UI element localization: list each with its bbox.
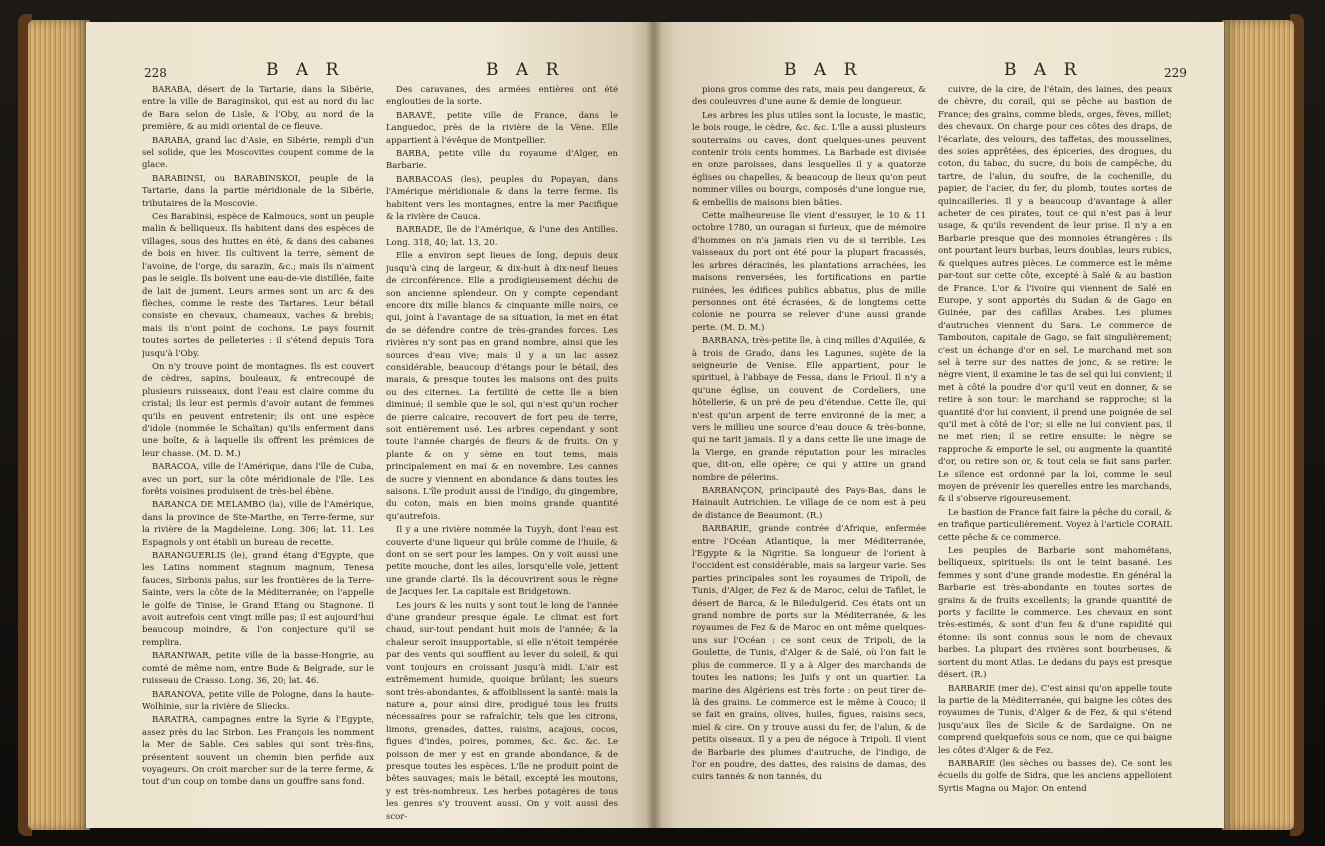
right-page [654, 22, 1224, 828]
paragraph: BARACOA, ville de l'Amérique, dans l'île de Cuba, avec un port, sur la côte méridionale de l'île. Les forêts voisines produisent de très-bel ébène. [142, 462, 374, 497]
running-head: B A R [784, 60, 863, 80]
text-column-2 [938, 84, 1172, 820]
paragraph: cuivre, de la cire, de l'étain, des laines, des peaux de chèvre, du corail, qui se pêche au bastion de France; des grains, comme bleds, orges, fèves, millet; des chevaux. On charge pour ces côtes des draps, de l'écarlate, des velours, des taffetas, des mousselines, des soies apprêtées, des épiceries, des drogues, du coton, du tabac, du sucre, du bois de campêche, du tartre, de l'alun, du soufre, de la cochenille, du papier, de l'acier, du fer, du plomb, toutes sortes de quincailleries. Il y a beaucoup d'avantage à aller acheter de ces pirates, tout ce qui n'est pas à leur usage, & qu'ils revendent de leur prise. Il n'y a en Barbarie presque que des monnoies étrangères : ils ont pourtant leurs burbas, leurs doublas, leurs rubics, & quelques autres pièces. Le commerce est le même par-tout sur cette côte, excepté à Salé & au bastion de France. L'or & l'ivoire qui viennent de Salé en Europe, y sont apportés du Sudan & de Gago en Guinée, par des cafillas Arabes. Les plumes d'autruches viennent du Sara. Le commerce de Tambouton, capitale de Gago, se fait singulièrement; c'est un échange d'or en sel. Le marchand met son sel à terre sur des nattes de jonc, & se retire: le nègre vient, il examine le tas de sel qui lui convient; il met à côté la poudre d'or qu'il veut en donner, & se retire à son tour: le marchand se rapproche; si la quantité d'or lui convient, il prend une poignée de sel qu'il met à côté de l'or; si elle ne lui convient pas, il ne met rien; il se retire ensuite: le nègre se rapproche & emporte le sel, ou augmente la quantité d'or, ou retire son or, & tout cela se fait sans parler. Le silence est ordonné par la loi, comme le seul moyen de prévenir les querelles entre les marchands, & il s'observe rigoureusement. [938, 85, 1172, 505]
page-edges-right [1222, 20, 1294, 830]
paragraph: BARABINSI, ou BARABINSKOI, peuple de la Tartarie, dans la partie méridionale de la Sibérie, tributaires de la Moscovie. [142, 173, 374, 209]
paragraph: BARBANÇON, principauté des Pays-Bas, dans le Hainault Autrichien. Le village de ce nom est à peu de distance de Beaumont. (R.) [692, 486, 926, 521]
paragraph: Des caravanes, des armées entières ont été englouties de la sorte. [386, 85, 618, 108]
page-edges-left [28, 20, 90, 830]
paragraph: Les arbres les plus utiles sont la locuste, le mastic, le bois rouge, le cèdre, &c. &c. L'île a aussi plusieurs souterrains ou caves, dont quelques-unes peuvent contenir trois cents hommes. La Barbade est divisée en onze paroisses, dans lesquelles il y a quatorze églises ou chapelles, & beaucoup de lieux qu'on peut nommer villes ou bourgs, composés d'une longue rue, & embellis de maisons bien bâties. [692, 110, 926, 208]
paragraph: BARBARIE, grande contrée d'Afrique, enfermée entre l'Océan Atlantique, la mer Méditerranée, l'Egypte & la Nigritie. Sa longueur de l'orient à l'occident est considérable, mais sa largeur varie. Ses parties principales sont les royaumes de Tripoli, de Tunis, d'Alger, de Fez & de Maroc, celui de Tafilet, le désert de Barca, & le Biledulgerid. Ces états ont un grand nombre de ports sur la Méditerranée, & les royaumes de Fez & de Maroc en ont même quelques-uns sur l'Océan : ce sont ceux de Tripoli, de la Goulette, de Tunis, d'Alger & de Salé, où l'on fait le plus de commerce. Il y a à Alger des marchands de toutes les nations; les Juifs y ont un quartier. La marine des Algériens est très forte : on peut tirer de-là des grains. Le commerce est le même à Couco; il se fait en grains, olives, huiles, figues, raisins secs, miel & cire. On y trouve aussi du fer, de l'alun, & de petits oiseaux. Il y a peu de négoce à Tripoli. Il vient de Barbarie des plumes d'autruche, de l'indigo, de l'or en poudre, des dattes, des raisins de damas, des cuirs tannés & non tannés, du [692, 524, 926, 783]
paragraph: BARBACOAS (les), peuples du Popayan, dans l'Amérique méridionale & dans la terre ferme. Ils habitent vers les montagnes, entre la mer Pacifique & la rivière de Cauca. [386, 174, 618, 223]
left-page [86, 22, 654, 828]
page-number: 228 [144, 66, 167, 80]
paragraph: BARANGUERLIS (le), grand étang d'Egypte, que les Latins nomment stagnum magnum, Tenesa fauces, Sirbonis palus, sur les frontières de la Terre-Sainte, vers la côte de la Méditerranée; on l'appelle le golfe de Tinise, le Grand Etang ou Stagnone. Il avoit autrefois cent vingt mille pas; il est aujourd'hui beaucoup moindre, & l'on conjecture qu'il se remplira. [142, 551, 374, 648]
paragraph: BARAVÉ, petite ville de France, dans le Languedoc, près de la rivière de la Vène. Elle appartient à l'évêque de Montpellier. [386, 110, 618, 146]
paragraph: BARBADE, île de l'Amérique, & l'une des Antilles. Long. 318, 40; lat. 13, 20. [386, 225, 618, 248]
paragraph: Elle a environ sept lieues de long, depuis deux jusqu'à cinq de largeur, & dix-huit à dix-neuf lieues de circonférence. Elle a prodigieusement déchu de son ancienne splendeur. On y compte cependant encore dix mille blancs & cinquante mille noirs, ce qui, joint à l'avantage de sa situation, la met en état de se défendre contre de très-grandes forces. Les rivières n'y sont pas en grand nombre, ainsi que les sources d'eau vive; mais il y a un lac assez considérable, beaucoup d'étangs pour le bétail, des marais, & presque toutes les maisons ont des puits ou des citernes. La fertilité de cette île a bien diminué; il semble que le sol, qui n'est qu'un rocher de pierre calcaire, recouvert de fort peu de terre, soit entièrement usé. Les arbres cependant y sont toute l'année chargés de fleurs & de fruits. On y plante & on y sème en tout tems, mais principalement en mai & en novembre. Les cannes de sucre y viennent en abondance & dans toutes les saisons. L'île produit aussi de l'indigo, du gingembre, du coton, mais en bien moins grande quantité qu'autrefois. [386, 251, 618, 522]
paragraph: BARABA, grand lac d'Asie, en Sibérie, rempli d'un sel solide, que les Moscovites coupent comme de la glace. [142, 135, 374, 171]
paragraph: Ces Barabinsi, espèce de Kalmoucs, sont un peuple malin & belliqueux. Ils habitent dans des espèces de villages, sous des huttes en été, & dans des cabanes de bois en hiver. Ils cultivent la terre, sèment de l'avoine, de l'orge, du sarazin, &c.; mais ils n'aiment pas le seigle. Ils boivent une eau-de-vie distillée, faite de lait de jument. Leurs armes sont un arc & des flèches, comme le reste des Tartares. Leur bétail consiste en chevaux, chameaux, vaches & brebis; mais ils n'ont point de cochons. Le pays fournit toutes sortes de pelleteries : il s'étend depuis Tora jusqu'à l'Oby. [142, 212, 374, 359]
paragraph: Le bastion de France fait faire la pêche du corail, & en trafique particulièrement. Voyez à l'article CORAIL cette pêche & ce commerce. [938, 507, 1172, 543]
paragraph: Cette malheureuse île vient d'essuyer, le 10 & 11 octobre 1780, un ouragan si furieux, que de mémoire d'hommes on n'a jamais rien vu de si terrible. Les vaisseaux du port ont été pour la plupart fracassés, les arbres déracinés, les plantations arrachées, les maisons renversées, les fortifications en partie ruinées, les édifices publics abbatus, plus de mille personnes ont été écrasées, & de longtems cette colonie ne pourra se relever d'une aussi grande perte. (M. D. M.) [692, 211, 926, 333]
paragraph: BARBANA, très-petite île, à cinq milles d'Aquilée, & à trois de Grado, dans les Lagunes, sujète de la seigneurie de Venise. Elle appartient, pour le spirituel, à l'abbaye de Fessa, dans le Frioul. Il n'y a qu'une église, un couvent de Cordeliers, une hôtellerie, & un pré de peu d'étendue. Cette île, qui n'est qu'un arpent de terre environné de la mer, a vers le millieu une source d'eau douce & très-bonne, qui ne tarit jamais. Il y a dans cette île une image de la Vierge, en grande réputation pour les miracles que, dit-on, elle opère; ce qui y attire un grand nombre de pélerins. [692, 336, 926, 483]
running-head: B A R [1004, 60, 1083, 80]
paragraph: BARANCA DE MELAMBO (la), ville de l'Amérique, dans la province de Ste-Marthe, en Terre-ferme, sur la rivière de la Magdeleine. Long. 306; lat. 11. Les Espagnols y ont établi un bureau de recette. [142, 500, 374, 548]
running-head: B A R [486, 60, 565, 80]
paragraph: BARABA, désert de la Tartarie, dans la Sibérie, entre la ville de Baraginskoi, qui est au nord du lac de Bara selon de Lisle, & l'Oby, au nord de la première, & au midi oriental de ce fleuve. [142, 85, 374, 133]
paragraph: Il y a une rivière nommée la Tuyyh, dont l'eau est couverte d'une liqueur qui brûle comme de l'huile, & dont on se sert pour les lampes. On y voit aussi une petite mouche, dont les ailes, lorsqu'elle vole, jettent une grande clarté. Ils la découvrirent sous le règne de Jacques Ier. La capitale est Bridgetown. [386, 525, 618, 598]
text-column-1 [142, 84, 374, 820]
paragraph: pions gros comme des rats, mais peu dangereux, & des couleuvres d'une aune & demie de longueur. [692, 85, 926, 108]
paragraph: BARATRA, campagnes entre la Syrie & l'Egypte, assez près du lac Sirbon. Les François les nomment la Mer de Sable. Ces sables qui sont très-fins, présentent souvent un chemin bien perfide aux voyageurs. On croit marcher sur de la terre ferme, & tout d'un coup on tombe dans un gouffre sans fond. [142, 715, 374, 788]
paragraph: BARBA, petite ville du royaume d'Alger, en Barbarie. [386, 149, 618, 172]
running-head: B A R [266, 60, 345, 80]
paragraph: Les peuples de Barbarie sont mahométans, belliqueux, spirituels: ils ont le teint basané. Les femmes y sont d'une grande modestie. En général la Barbarie est très-abondante en toutes sortes de grains & de fruits excellents; la grande quantité de ports y facilite le commerce. Les chevaux en sont très-estimés, & sont d'un feu & d'une rapidité qui étonne: ils sont connus sous le nom de chevaux barbes. La plupart des rivières sont bourbeuses, & sortent du mont Atlas. Le dedans du pays est presque désert. (R.) [938, 546, 1172, 681]
paragraph: BARBARIE (mer de). C'est ainsi qu'on appelle toute la partie de la Méditerranée, qui baigne les côtes des royaumes de Tunis, d'Alger & de Fez, & qui s'étend jusqu'aux îles de Sicile & de Sardaigne. On ne comprend quelquefois sous ce nom, que ce qui baigne les côtes d'Alger & de Fez. [938, 683, 1172, 756]
paragraph: BARBARIE (les sèches ou basses de). Ce sont les écueils du golfe de Sidra, que les anciens appelloient Syrtis Magna ou Major. On entend [938, 758, 1172, 794]
page-number: 229 [1164, 66, 1187, 80]
paragraph: Les jours & les nuits y sont tout le long de l'année d'une grandeur presque égale. Le climat est fort chaud, sur-tout pendant huit mois de l'année; & la chaleur seroit insupportable, si elle n'étoit tempérée par des vents qui soufflent au lever du soleil, & qui vont toujours en croissant jusqu'à midi. L'air est extrêmement humide, quoique brûlant; les sueurs sont très-abondantes, & affoiblissent la santé: mais la nature a, pour ainsi dire, prodigué tous les fruits nécessaires pour se rafraîchir, tels que les citrons, limons, grenades, dattes, raisins, acajous, cocos, figues d'indes, poires, pommes, &c. &c. &c. Le poisson de mer y est en grande abondance, & de presque toutes les espèces. L'île ne produit point de bêtes sauvages; mais le bétail, excepté les moutons, y est très-nombreux. Les herbes potagères de tous les genres s'y trouvent aussi. On y voit aussi des scor- [386, 600, 618, 820]
text-column-1 [692, 84, 926, 820]
book-gutter [646, 22, 662, 828]
text-column-2 [386, 84, 618, 820]
paragraph: BARANOVA, petite ville de Pologne, dans la haute-Wolhinie, sur la rivière de Sliecks. [142, 689, 374, 712]
paragraph: On n'y trouve point de montagnes. Ils est couvert de cèdres, sapins, bouleaux, & entrecoupé de plusieurs ruisseaux, dont l'eau est claire comme du cristal; ils leur est permis d'avoir autant de femmes qu'ils en peuvent entretenir; ils ont une espèce d'idole (nommée le Schaïtan) qu'ils enferment dans une boîte, & à laquelle ils offrent les prémices de leur chasse. (M. D. M.) [142, 361, 374, 459]
paragraph: BARANIWAR, petite ville de la basse-Hongrie, au comté de même nom, entre Bude & Belgrade, sur le ruisseau de Crasso. Long. 36, 20; lat. 46. [142, 651, 374, 687]
